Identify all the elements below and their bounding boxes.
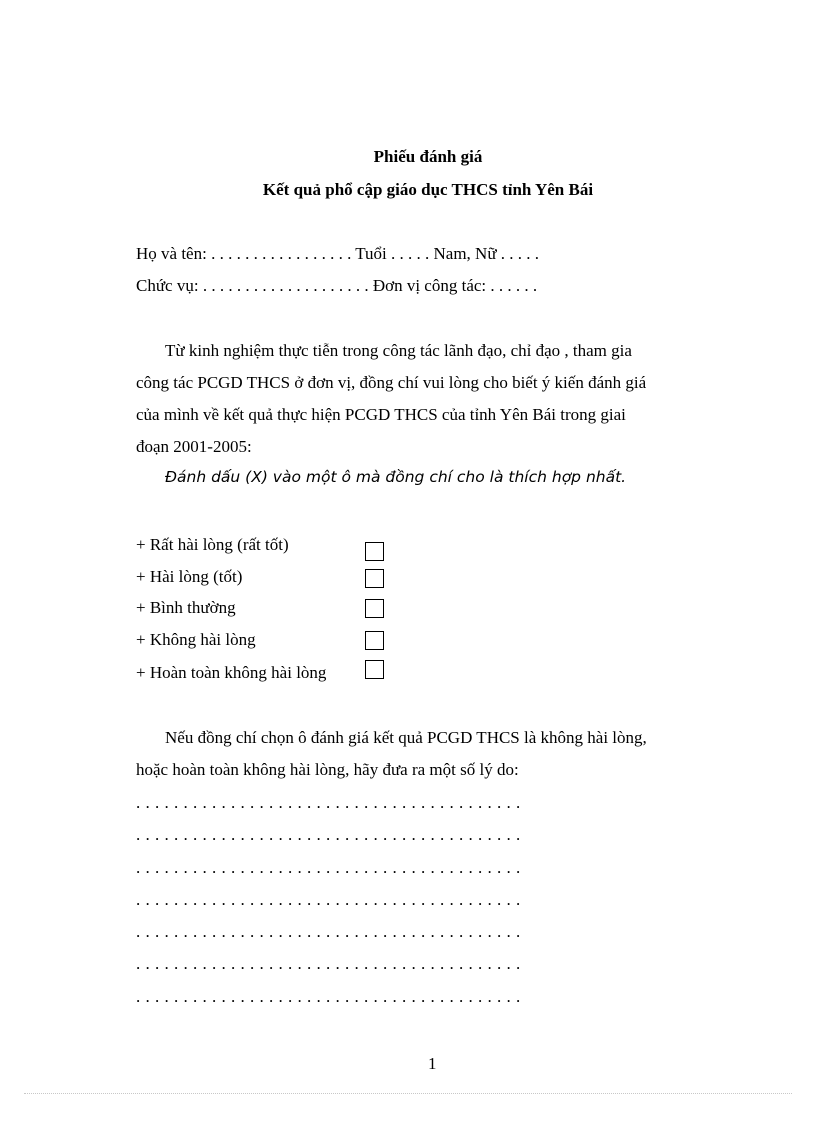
reason-answer-line-7[interactable]: . . . . . . . . . . . . . . . . . . . . . . . . . . . . . . . . . . . . . . . . . <box>136 987 521 1006</box>
option-label-normal: + Bình thường <box>136 598 236 617</box>
checkbox-not-satisfied[interactable] <box>365 631 384 650</box>
reasons-prompt-line-2: hoặc hoàn toàn không hài lòng, hãy đưa ra một số lý do: <box>136 760 519 779</box>
checkbox-satisfied[interactable] <box>365 569 384 588</box>
instruction-text: Đánh dấu (X) vào một ô mà đồng chí cho là thích hợp nhất. <box>165 468 627 486</box>
form-subtitle: Kết quả phổ cập giáo dục THCS tỉnh Yên Bái <box>262 180 594 199</box>
option-label-satisfied: + Hài lòng (tốt) <box>136 567 243 586</box>
page-footer-divider <box>24 1093 792 1094</box>
intro-paragraph-line-3: của mình về kết quả thực hiện PCGD THCS của tỉnh Yên Bái trong giai <box>136 405 626 424</box>
intro-paragraph-line-4: đoạn 2001-2005: <box>136 437 252 456</box>
page-number: 1 <box>428 1054 437 1073</box>
reasons-prompt-line-1: Nếu đồng chí chọn ô đánh giá kết quả PCGD THCS là không hài lòng, <box>165 728 647 747</box>
option-label-very-satisfied: + Rất hài lòng (rất tốt) <box>136 535 289 554</box>
position-workplace-field[interactable]: Chức vụ: . . . . . . . . . . . . . . . . . . . . Đơn vị công tác: . . . . . . <box>136 276 538 295</box>
option-label-completely-not-satisfied: + Hoàn toàn không hài lòng <box>136 663 327 682</box>
checkbox-very-satisfied[interactable] <box>365 542 384 561</box>
form-title: Phiếu đánh giá <box>373 147 483 166</box>
reason-answer-line-5[interactable]: . . . . . . . . . . . . . . . . . . . . . . . . . . . . . . . . . . . . . . . . . <box>136 922 521 941</box>
checkbox-normal[interactable] <box>365 599 384 618</box>
option-label-not-satisfied: + Không hài lòng <box>136 630 256 649</box>
name-age-gender-field[interactable]: Họ và tên: . . . . . . . . . . . . . . . . . Tuổi . . . . . Nam, Nữ . . . . . <box>136 244 540 263</box>
reason-answer-line-2[interactable]: . . . . . . . . . . . . . . . . . . . . . . . . . . . . . . . . . . . . . . . . . <box>136 825 521 844</box>
checkbox-completely-not-satisfied[interactable] <box>365 660 384 679</box>
intro-paragraph-line-1: Từ kinh nghiệm thực tiễn trong công tác lãnh đạo, chỉ đạo , tham gia <box>165 341 632 360</box>
reason-answer-line-3[interactable]: . . . . . . . . . . . . . . . . . . . . . . . . . . . . . . . . . . . . . . . . . <box>136 858 521 877</box>
reason-answer-line-4[interactable]: . . . . . . . . . . . . . . . . . . . . . . . . . . . . . . . . . . . . . . . . . <box>136 890 521 909</box>
reason-answer-line-6[interactable]: . . . . . . . . . . . . . . . . . . . . . . . . . . . . . . . . . . . . . . . . . <box>136 954 521 973</box>
intro-paragraph-line-2: công tác PCGD THCS ở đơn vị, đồng chí vui lòng cho biết ý kiến đánh giá <box>136 373 647 392</box>
reason-answer-line-1[interactable]: . . . . . . . . . . . . . . . . . . . . . . . . . . . . . . . . . . . . . . . . . <box>136 793 521 812</box>
